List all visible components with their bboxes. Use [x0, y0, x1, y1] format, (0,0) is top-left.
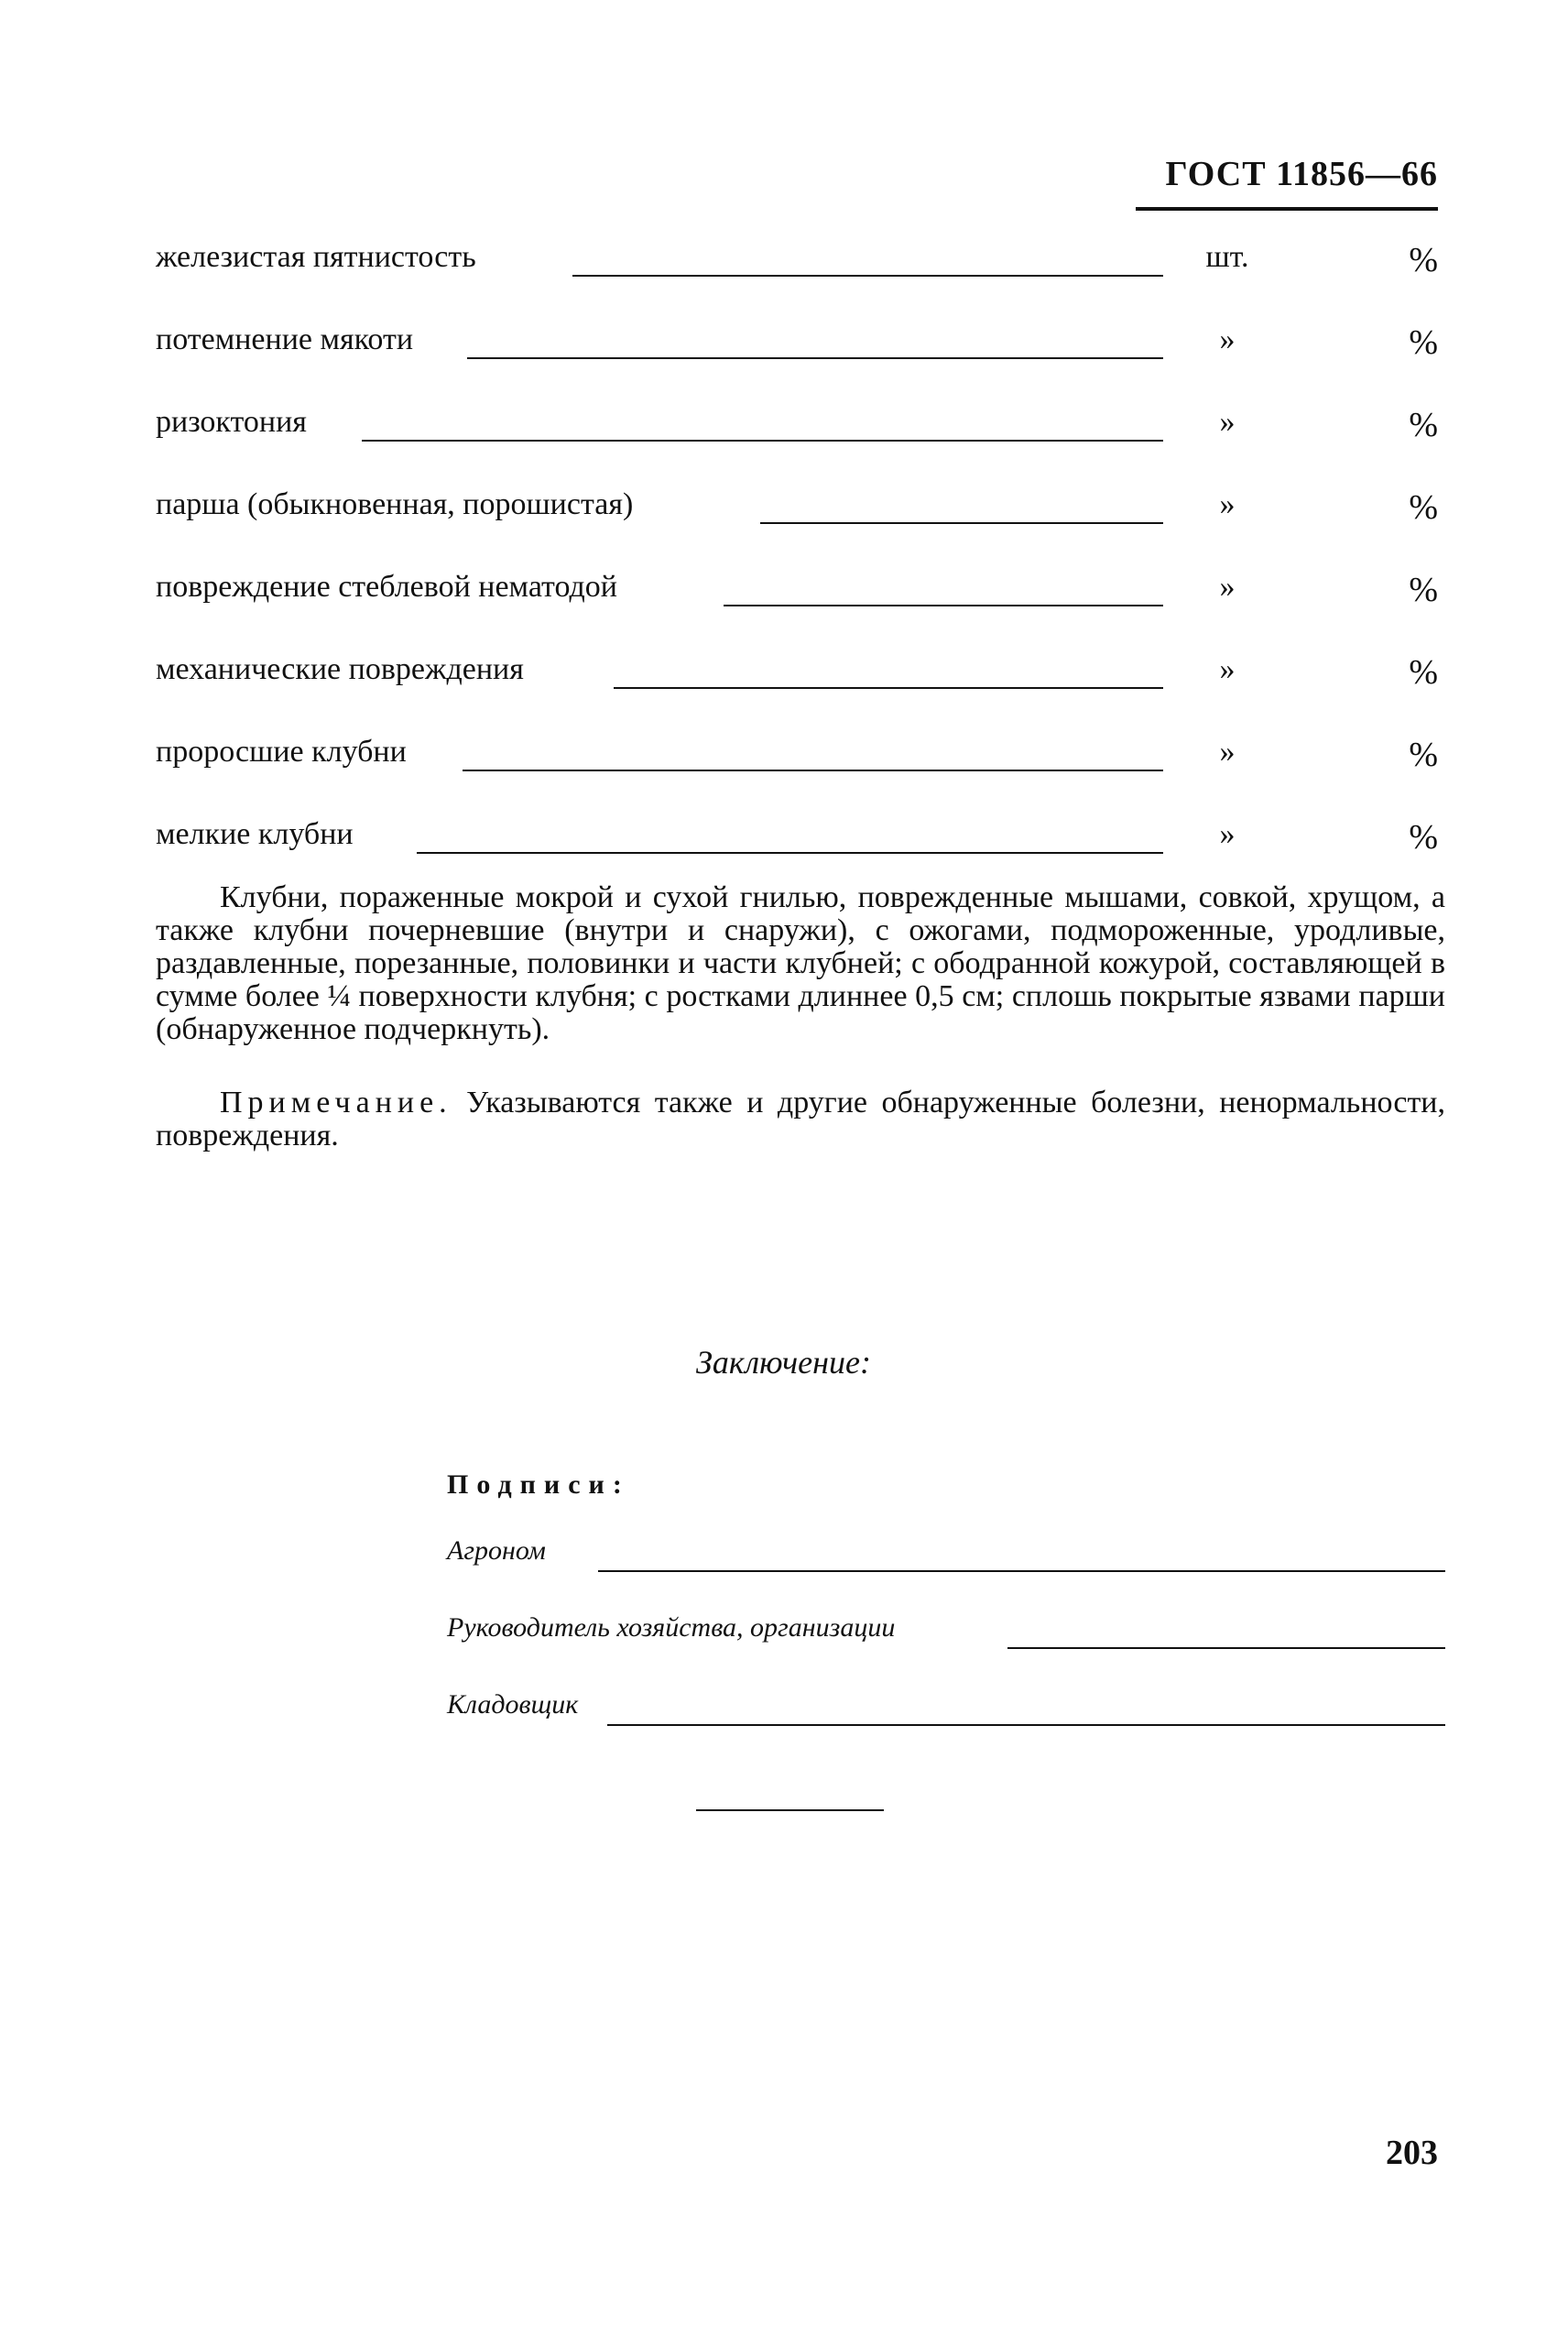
- page-number: 203: [1386, 2134, 1438, 2172]
- defect-row: [156, 240, 1438, 322]
- percent-sign: %: [1409, 323, 1438, 362]
- fill-in-line: [467, 357, 1163, 359]
- note-label: Примечание.: [220, 1086, 452, 1119]
- percent-sign: %: [1409, 488, 1438, 527]
- defect-row: [156, 405, 1438, 487]
- defect-row: [156, 570, 1438, 652]
- defect-label: механические повреждения: [156, 652, 524, 686]
- defect-label: мелкие клубни: [156, 817, 354, 851]
- fill-in-line: [362, 440, 1163, 442]
- defect-row: [156, 322, 1438, 405]
- fill-in-line: [614, 687, 1163, 689]
- fill-in-line: [463, 770, 1163, 771]
- defect-row: [156, 652, 1438, 735]
- signature-label: Руководитель хозяйства, организации: [447, 1612, 896, 1643]
- signature-line: [598, 1570, 1445, 1572]
- document-code-header: ГОСТ 11856—66: [1136, 154, 1438, 211]
- signature-agronomist: [447, 1535, 1445, 1581]
- signature-label: Агроном: [447, 1535, 546, 1566]
- excluded-tubers-paragraph: Клубни, пораженные мокрой и сухой гнилью, поврежденные мышами, совкой, хрущом, а также клубни почерневшие (внутри и снаружи), с ожогами, подмороженные, уродливые, раздавленные, порезанные, половинки и части клубней; с ободранной кожурой, составляющей в сумме более ¼ поверхности клубня; с ростками длиннее 0,5 см; сплошь покрытые язвами парши (обнаруженное подчеркнуть).: [156, 880, 1445, 1046]
- defect-unit: »: [1219, 817, 1236, 851]
- conclusion-heading: Заключение:: [696, 1344, 871, 1381]
- signature-head: [447, 1612, 1445, 1658]
- percent-sign: %: [1409, 653, 1438, 692]
- signature-line: [1007, 1647, 1445, 1649]
- defect-label: ризоктония: [156, 405, 307, 439]
- fill-in-line: [417, 852, 1163, 854]
- defect-row: [156, 487, 1438, 570]
- defect-label: парша (обыкновенная, порошистая): [156, 487, 634, 521]
- signature-label: Кладовщик: [447, 1689, 579, 1720]
- defect-unit: »: [1219, 735, 1236, 769]
- percent-sign: %: [1409, 406, 1438, 444]
- fill-in-line: [572, 275, 1163, 277]
- signature-storekeeper: [447, 1689, 1445, 1735]
- defect-unit: »: [1219, 322, 1236, 356]
- defect-unit: »: [1219, 487, 1236, 521]
- defect-unit: »: [1219, 570, 1236, 604]
- defect-label: повреждение стеблевой нематодой: [156, 570, 617, 604]
- note-text: Указываются также и другие обнаруженные болезни, ненормальности, повреждения.: [156, 1086, 1446, 1152]
- percent-sign: %: [1409, 571, 1438, 609]
- defect-row: [156, 735, 1438, 817]
- percent-sign: %: [1409, 241, 1438, 279]
- defect-label: потемнение мякоти: [156, 322, 414, 356]
- defect-label: проросшие клубни: [156, 735, 407, 769]
- percent-sign: %: [1409, 736, 1438, 774]
- note-paragraph: [156, 1087, 1445, 1152]
- end-rule: [696, 1809, 884, 1811]
- percent-sign: %: [1409, 818, 1438, 857]
- signature-line: [607, 1724, 1445, 1726]
- defect-unit: »: [1219, 405, 1236, 439]
- defect-unit: »: [1219, 652, 1236, 686]
- defect-unit: шт.: [1205, 240, 1249, 274]
- defects-list: [156, 240, 1438, 900]
- fill-in-line: [724, 605, 1163, 606]
- signatures-title: Подписи:: [447, 1469, 630, 1500]
- defect-label: железистая пятнистость: [156, 240, 476, 274]
- fill-in-line: [760, 522, 1163, 524]
